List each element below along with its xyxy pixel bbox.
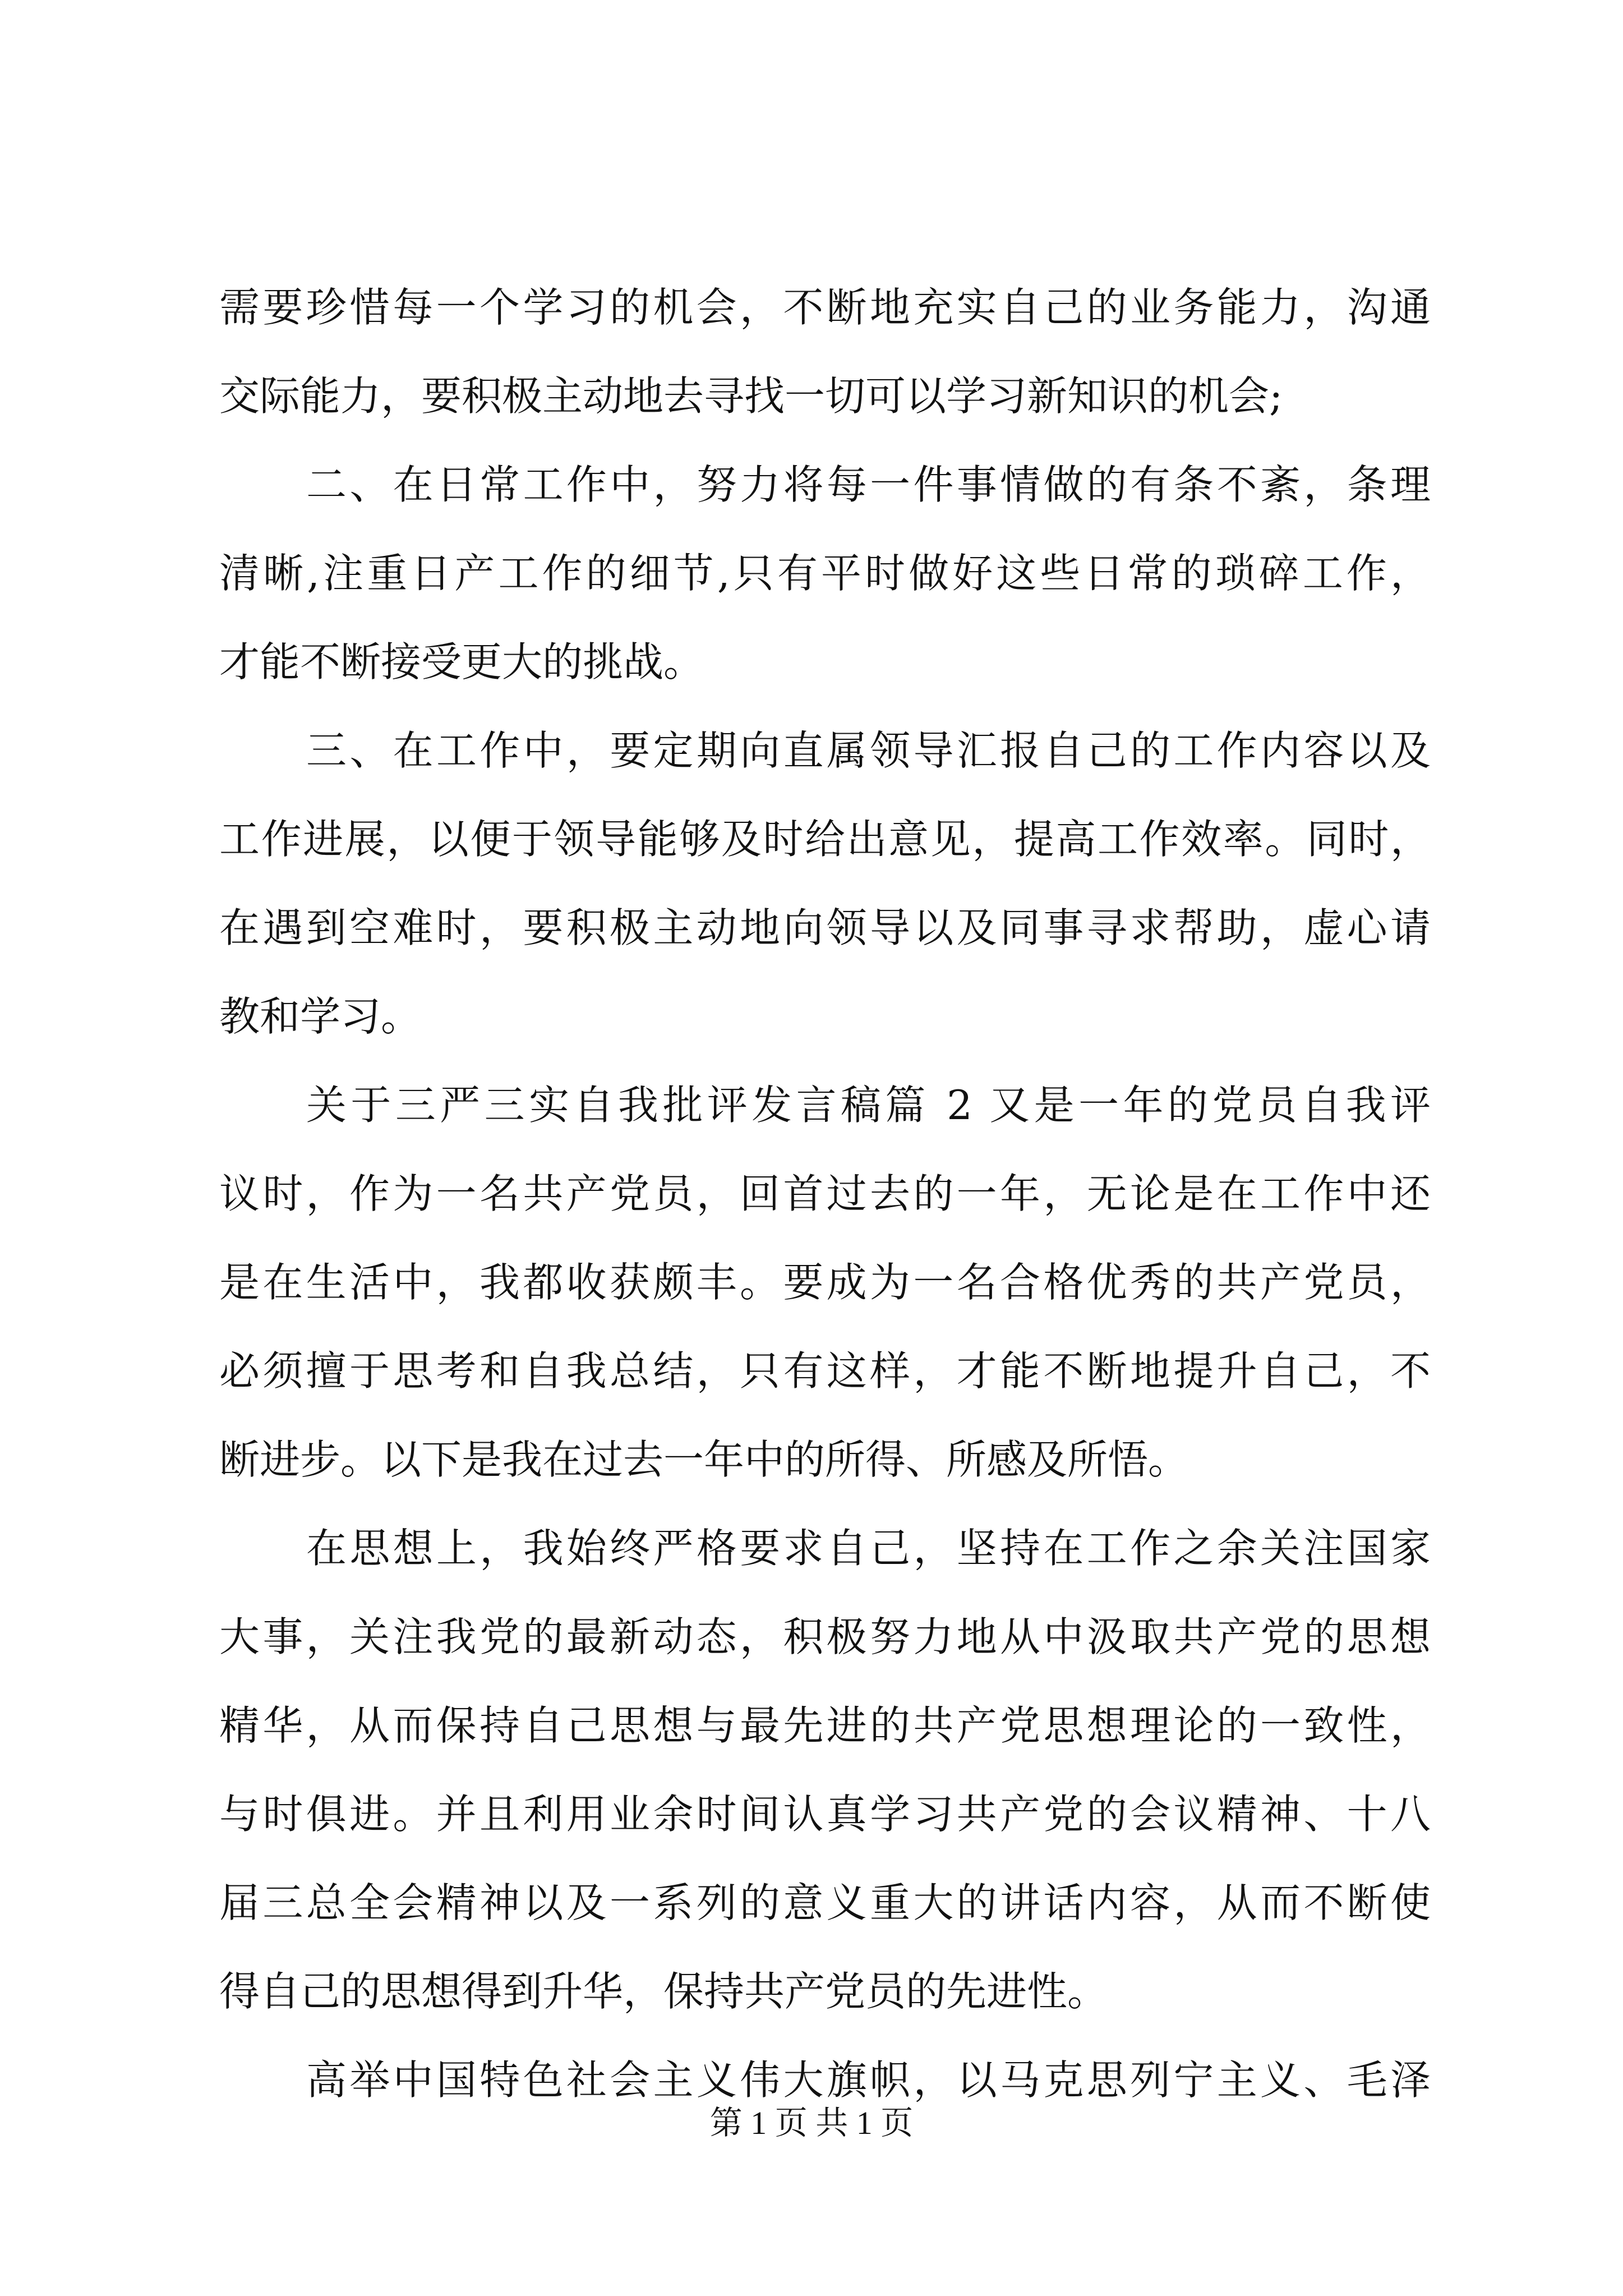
text-line: 清晰,注重日产工作的细节,只有平时做好这些日常的琐碎工作， — [219, 550, 1431, 597]
text-line: 届三总全会精神以及一系列的意义重大的讲话内容，从而不断使 — [219, 1879, 1431, 1926]
text-line: 必须擅于思考和自我总结，只有这样，才能不断地提升自己，不 — [219, 1347, 1431, 1395]
text-line: 是在生活中，我都收获颇丰。要成为一名合格优秀的共产党员， — [219, 1259, 1431, 1306]
text-line: 断进步。以下是我在过去一年中的所得、所感及所悟。 — [219, 1436, 1189, 1483]
text-line: 交际能力，要积极主动地去寻找一切可以学习新知识的机会; — [219, 372, 1283, 420]
page-footer: 第 1 页 共 1 页 — [709, 2105, 914, 2141]
text-line: 二、在日常工作中，努力将每一件事情做的有条不紊，条理 — [306, 461, 1431, 508]
text-line: 工作进展，以便于领导能够及时给出意见，提高工作效率。同时， — [219, 816, 1431, 863]
text-line: 才能不断接受更大的挑战。 — [219, 638, 704, 685]
text-line: 需要珍惜每一个学习的机会，不断地充实自己的业务能力，沟通 — [219, 284, 1431, 331]
text-line: 关于三严三实自我批评发言稿篇 2 又是一年的党员自我评 — [306, 1082, 1431, 1129]
text-line: 高举中国特色社会主义伟大旗帜，以马克思列宁主义、毛泽 — [306, 2056, 1431, 2104]
text-line: 大事，关注我党的最新动态，积极努力地从中汲取共产党的思想 — [219, 1613, 1431, 1660]
text-line: 三、在工作中，要定期向直属领导汇报自己的工作内容以及 — [306, 727, 1431, 774]
text-line: 在遇到空难时，要积极主动地向领导以及同事寻求帮助，虚心请 — [219, 904, 1431, 951]
text-line: 与时俱进。并且利用业余时间认真学习共产党的会议精神、十八 — [219, 1791, 1431, 1838]
text-line: 精华，从而保持自己思想与最先进的共产党思想理论的一致性， — [219, 1702, 1431, 1749]
text-line: 教和学习。 — [219, 993, 422, 1040]
text-line: 得自己的思想得到升华，保持共产党员的先进性。 — [219, 1968, 1108, 2015]
text-line: 在思想上，我始终严格要求自己，坚持在工作之余关注国家 — [306, 1525, 1431, 1572]
text-line: 议时，作为一名共产党员，回首过去的一年，无论是在工作中还 — [219, 1170, 1431, 1217]
